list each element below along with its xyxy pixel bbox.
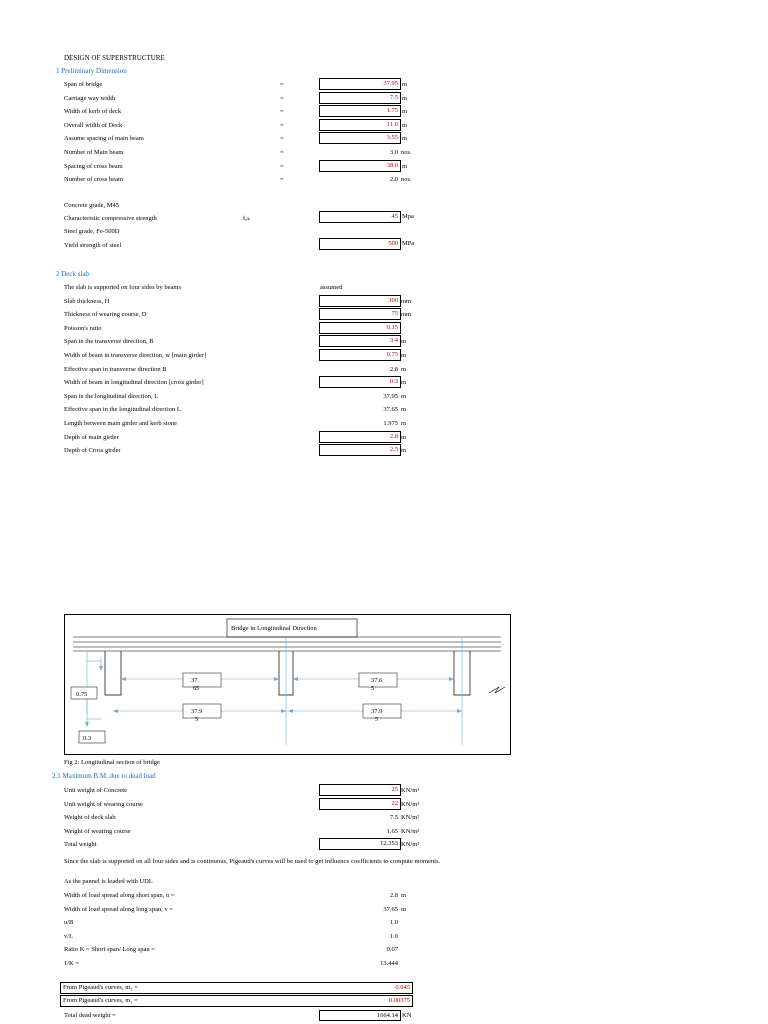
dim-top-left-sub: 65 <box>193 686 199 692</box>
udl-value: 1.0 <box>389 919 398 927</box>
dim-value-cell[interactable] <box>319 92 401 104</box>
load-unit: KN/m³ <box>401 787 420 794</box>
deck-label: Depth of main girder <box>64 433 119 441</box>
dim-top-right: 37.6 <box>371 677 383 684</box>
load-unit: KN/m² <box>401 814 420 822</box>
load-label: Weight of deck slab <box>64 814 116 822</box>
dim-label: Number of Main beam <box>64 149 124 156</box>
beam-width-label: 0.75 <box>76 691 88 698</box>
fy-unit: MPa <box>402 240 415 247</box>
equals-sign: = <box>280 94 284 102</box>
figure-frame <box>64 614 511 755</box>
fy-value: 500 <box>388 240 398 247</box>
dim-value: 3.0 <box>389 149 398 156</box>
deck-value-cell[interactable] <box>319 322 401 334</box>
deck-value: 0.15 <box>386 323 398 331</box>
equals-sign: = <box>280 162 284 170</box>
dim-value-cell[interactable] <box>319 78 401 90</box>
deck-label: Width of beam in longitudinal direction [cross girder] <box>64 379 204 387</box>
dim-value-cell[interactable] <box>319 160 401 172</box>
page-title: DESIGN OF SUPERSTRUCTURE <box>64 54 165 62</box>
deck-label: The slab is supported on four sides by beams <box>64 284 181 291</box>
deck-unit: m <box>401 338 407 346</box>
deck-unit: m <box>401 447 407 455</box>
udl-value: 37.65 <box>383 905 398 913</box>
udl-value: 13.444 <box>380 960 398 967</box>
dim-bottom-right: 37.9 <box>371 708 383 715</box>
deck-value: 75 <box>391 310 398 318</box>
section-2-heading: 2 Deck slab <box>56 270 90 278</box>
deck-label: Depth of Cross girder <box>64 447 121 455</box>
deck-value-cell[interactable] <box>319 349 401 361</box>
m2-row <box>60 995 413 1007</box>
deck-unit: m <box>401 392 407 400</box>
section-2-1-heading: 2.1 Maximum B.M. due to dead load <box>52 772 156 780</box>
dim-unit: m <box>402 94 408 102</box>
udl-title: As the pannel is loaded with UDL <box>64 878 153 885</box>
fy-cell[interactable] <box>319 238 401 250</box>
fck-cell[interactable] <box>319 211 401 223</box>
deck-value: 1.975 <box>383 420 398 427</box>
figure-caption: Fig 2: Longitudinal section of bridge <box>64 759 160 766</box>
udl-label: Ratio K = Short span/ Long span = <box>64 946 155 954</box>
dim-value: 38.0 <box>386 161 398 169</box>
dim-unit: m <box>402 81 408 88</box>
dim-value-cell[interactable] <box>319 105 401 117</box>
load-value-cell[interactable] <box>319 784 401 796</box>
udl-label: 1/K = <box>64 960 80 967</box>
deck-unit: m <box>401 365 407 373</box>
deck-value: 37.65 <box>383 406 398 414</box>
section-1-heading: 1 Preliminary Dimension <box>56 67 127 75</box>
load-value: 12.353 <box>380 840 398 848</box>
equals-sign: = <box>280 121 284 129</box>
deck-value-cell[interactable] <box>319 335 401 347</box>
dim-label: Overall width of Deck <box>64 121 123 129</box>
deck-value: 2.8 <box>389 432 398 440</box>
m2-value: 0.00375 <box>388 997 410 1004</box>
dim-bottom-left-sub: 5 <box>195 717 198 723</box>
load-value: 1.65 <box>386 827 398 835</box>
load-unit: KN/m² <box>401 841 420 849</box>
deck-label: Slab thickness, H <box>64 297 110 305</box>
deck-unit: m <box>401 406 407 414</box>
dim-unit: nos. <box>401 149 412 156</box>
dim-value: 37.95 <box>383 80 398 87</box>
deck-value: 37.95 <box>383 392 398 400</box>
figure-title: Bridge in Longitudinal Direction <box>231 625 317 632</box>
deck-label: Thickness of wearing course, D <box>64 311 147 319</box>
deck-label: Effective span in transverse direction B <box>64 365 167 373</box>
dim-value-cell[interactable] <box>319 119 401 131</box>
load-label: Unit weight of wearing course <box>64 800 144 808</box>
deck-unit: m <box>401 352 407 359</box>
cross-beam-width-label: 0.3 <box>83 735 92 742</box>
deck-label: Poisson's ratio <box>64 324 102 332</box>
load-unit: KN/m² <box>401 827 420 835</box>
equals-sign: = <box>280 108 284 116</box>
deck-label: Effective span in the longitudinal direction L <box>64 406 181 414</box>
load-label: Unit weight of Concrete <box>64 787 127 794</box>
dim-value-cell[interactable] <box>319 132 401 144</box>
udl-unit: m <box>401 905 407 913</box>
load-label: Weight of wearing course <box>64 827 131 835</box>
dim-value: 7.5 <box>389 93 398 101</box>
deck-value: 2.8 <box>389 365 398 373</box>
dim-label: Assume spacing of main beam <box>64 135 144 143</box>
deck-value: 0.3 <box>389 378 398 386</box>
load-unit: KN/m³ <box>401 800 420 808</box>
dim-label: Spacing of cross beam <box>64 162 123 170</box>
load-value: 22 <box>391 799 398 807</box>
equals-sign: = <box>280 176 284 184</box>
dim-unit: nos. <box>401 176 412 184</box>
dim-unit: m <box>402 135 408 143</box>
equals-sign: = <box>280 135 284 143</box>
m1-value: 0.045 <box>395 984 410 991</box>
dim-label: Number of cross beam <box>64 176 124 184</box>
deck-label: Length between main girder and kerb stone <box>64 420 177 427</box>
udl-unit: m <box>401 892 407 899</box>
concrete-grade: Concrete grade, M45 <box>64 202 120 209</box>
dim-unit: m <box>402 162 408 170</box>
udl-label: Width of load spread along short span, u = <box>64 892 175 899</box>
dim-value: 3.55 <box>386 134 398 142</box>
deck-unit: mm <box>401 311 412 319</box>
deck-unit: m <box>401 379 407 387</box>
total-dead-unit: KN <box>402 1012 412 1019</box>
load-value-cell[interactable] <box>319 798 401 810</box>
dim-value: 2.0 <box>389 176 398 184</box>
udl-value: 0.07 <box>386 946 398 954</box>
udl-value: 1.0 <box>389 932 398 940</box>
deck-value-cell[interactable] <box>319 295 401 307</box>
dim-value: 1.75 <box>386 107 398 115</box>
deck-label: Span in the transverse direction, B <box>64 338 154 346</box>
total-dead-label: Total dead weight = <box>64 1012 116 1019</box>
fck-value: 45 <box>391 213 398 220</box>
load-value-cell[interactable] <box>319 838 401 850</box>
udl-value: 2.8 <box>389 892 398 899</box>
dim-unit: m <box>402 121 408 129</box>
dim-bottom-left: 37.9 <box>191 708 203 715</box>
dim-bottom-right-sub: 5 <box>375 717 378 723</box>
deck-value: 2.5 <box>389 446 398 454</box>
deck-value: 0.75 <box>386 351 398 358</box>
load-value: 7.5 <box>389 814 398 822</box>
deck-value-cell[interactable] <box>319 376 401 388</box>
dim-top-right-sub: 5 <box>371 686 374 692</box>
total-dead-value: 1664.14 <box>376 1012 398 1019</box>
fy-label: Yield strength of steel <box>64 242 122 249</box>
udl-label: Width of load spread along long span, v = <box>64 905 174 913</box>
udl-label: u/B <box>64 919 74 927</box>
dim-value: 11.0 <box>386 120 398 128</box>
dim-label: Carriage way width <box>64 94 116 102</box>
dim-label: Span of bridge <box>64 81 103 88</box>
longitudinal-section-drawing <box>65 615 512 756</box>
dim-unit: m <box>402 108 408 116</box>
deck-unit: m <box>401 420 407 427</box>
fck-label: Characteristic compressive strength <box>64 215 157 222</box>
m1-label: From Pigeaud's curves, m₁ = <box>63 984 138 991</box>
dim-top-left: 37. <box>191 677 200 684</box>
deck-value-cell[interactable] <box>319 444 401 456</box>
deck-value: 300 <box>388 296 398 304</box>
pigeaud-note: Since the slab is supported on all four sides and is continuous, Pigeaud's curves will be used to get influence coefficients to compute moments. <box>64 858 441 865</box>
deck-unit: mm <box>401 297 412 305</box>
deck-label: Width of beam in transverse direction, w [main girder] <box>64 352 207 359</box>
deck-value-cell[interactable] <box>319 308 401 320</box>
steel-grade: Steel grade, Fe-500D <box>64 228 120 235</box>
deck-value: assumed <box>320 284 343 291</box>
deck-value: 3.4 <box>389 337 398 345</box>
udl-label: v/L <box>64 932 74 940</box>
fck-symbol: f꜀ₖ <box>243 215 250 222</box>
deck-value-cell[interactable] <box>319 431 401 443</box>
fck-unit: Mpa <box>402 213 414 220</box>
total-dead-cell[interactable] <box>319 1010 401 1021</box>
load-label: Total weight <box>64 841 97 849</box>
dim-label: Width of kerb of deck <box>64 108 122 116</box>
load-value: 25 <box>391 786 398 793</box>
deck-unit: m <box>401 433 407 441</box>
equals-sign: = <box>280 149 284 156</box>
m1-row <box>60 982 413 994</box>
m2-label: From Pigeaud's curves, m₂ = <box>63 997 138 1004</box>
deck-label: Span in the longitudinal direction, L <box>64 392 159 400</box>
equals-sign: = <box>280 81 284 88</box>
